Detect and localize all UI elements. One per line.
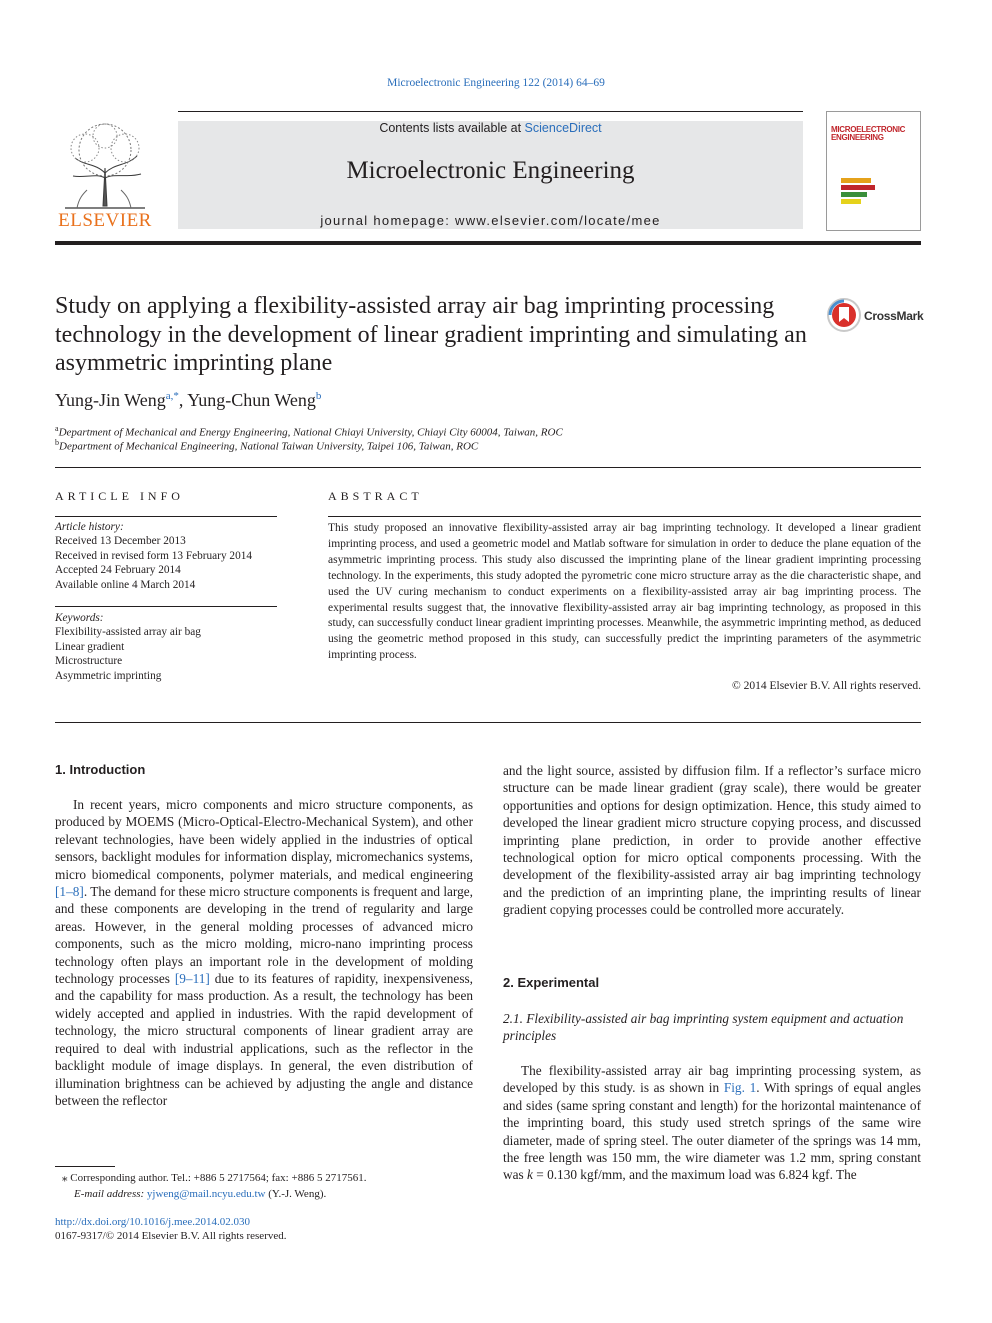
keyword: Microstructure	[55, 655, 123, 668]
corresponding-author-note: ⁎ Corresponding author. Tel.: +886 5 2717564; fax: +886 5 2717561.	[62, 1172, 367, 1184]
abstract-text: This study proposed an innovative flexibility-assisted array air bag imprinting technology. It developed a linear gradient imprinting process, and used a geometric model and Matlab software for simulation in order to deduce the plane equation of the asymmetric imprinting process. This study also discussed the imprinting plane of the linear gradient imprinting processing technology. In the experiments, this study adopted the pyrometric cone micro structure array as the die characteristic shape, and used the UV curing mechanism to conduct experiments on a flexibility-assisted array air bag imprinting process. The experimental results suggest that, the innovative flexibility-assisted array air bag imprinting technology, as proposed in this study, can successfully conduct linear gradient imprinting processes. Meanwhile, the asymmetric imprinting method, as deduced using the geometric method proposed in this study, can successfully predict the imprinting parameters of the asymmetric imprinting process.	[328, 522, 921, 662]
keywords-rule	[55, 606, 277, 607]
keyword: Flexibility-assisted array air bag	[55, 626, 201, 639]
subsection-heading: 2.1. Flexibility-assisted air bag imprinting system equipment and actuation principles	[503, 1011, 904, 1044]
abstract-copyright: © 2014 Elsevier B.V. All rights reserved.	[732, 680, 921, 692]
article-history: Article history: Received 13 December 2013 Received in revised form 13 February 2014 Accepted 24 February 2014 Available online 4 March 2014	[55, 520, 277, 592]
article-info-rule	[55, 516, 277, 517]
section-rule	[55, 722, 921, 723]
keyword: Linear gradient	[55, 640, 125, 653]
section-heading: 2. Experimental	[503, 975, 600, 990]
journal-cover-thumbnail[interactable]	[826, 111, 921, 231]
author-list: Yung-Jin Weng$^{a,*}$, Yung-Chun Weng$^b$	[55, 390, 322, 410]
affiliation: $^b$Department of Mechanical Engineering, National Taiwan University, Taipei 106, Taiwan, ROC	[55, 438, 479, 453]
figure-link[interactable]: Fig. 1	[723, 1080, 757, 1096]
crossmark-label[interactable]: CrossMark	[864, 309, 924, 323]
cover-graphic-bar	[841, 185, 875, 190]
history-entry: Received in revised form 13 February 2014	[55, 549, 253, 562]
abstract-rule	[328, 516, 921, 517]
body-column-left	[55, 796, 473, 1109]
author-affiliation-marker[interactable]: b	[315, 390, 322, 402]
author-name[interactable]: Yung-Chun Weng	[187, 390, 316, 410]
section-heading: 1. Introduction	[55, 762, 146, 777]
email-note: E-mail address: yjweng@mail.ncyu.edu.tw (Y.-J. Weng).	[74, 1188, 327, 1200]
author-affiliation-marker[interactable]: a,*	[165, 390, 179, 402]
issn-copyright: 0167-9317/© 2014 Elsevier B.V. All rights reserved.	[55, 1230, 287, 1242]
cover-graphic-bar	[841, 192, 867, 197]
elsevier-wordmark: ELSEVIER	[58, 210, 152, 231]
citation-link[interactable]: [1–8]	[55, 884, 84, 900]
journal-citation[interactable]: Microelectronic Engineering 122 (2014) 64–69	[387, 77, 605, 89]
keywords: Keywords: Flexibility-assisted array air bag Linear gradient Microstructure Asymmetric imprinting	[55, 611, 277, 683]
cover-graphic-bar	[841, 178, 871, 183]
section-rule	[55, 467, 921, 468]
article-info-heading: ARTICLE INFO	[55, 489, 184, 503]
header-thick-rule	[55, 241, 921, 245]
cover-title: MICROELECTRONIC ENGINEERING	[831, 125, 906, 142]
sciencedirect-link[interactable]: ScienceDirect	[524, 121, 602, 135]
citation-link[interactable]: [9–11]	[174, 971, 210, 987]
abstract-heading: ABSTRACT	[328, 489, 423, 503]
history-entry: Available online 4 March 2014	[55, 578, 196, 591]
keyword: Asymmetric imprinting	[55, 669, 162, 682]
paragraph: The flexibility-assisted array air bag imprinting processing system, as developed by this study. is as shown in Fig. 1. With springs of equal angles and sides (same spring constant and length) for the horizontal maintenance of the imprinting board, this study used stretch springs of the same wire diameter, made of spring steel. The outer diameter of the springs was 14 mm, the free length was 150 mm, the wire diameter was 1.2 mm, spring constant was k = 0.130 kgf/mm, and the maximum load was 6.824 kgf. The	[503, 1063, 921, 1183]
journal-homepage[interactable]: journal homepage: www.elsevier.com/locate/mee	[320, 213, 661, 228]
author-name[interactable]: Yung-Jin Weng	[55, 390, 166, 410]
header-rule	[178, 111, 803, 112]
affiliation: $^a$Department of Mechanical and Energy Engineering, National Chiayi University, Chiayi City 60004, Taiwan, ROC	[55, 424, 563, 439]
body-column-right	[503, 762, 921, 919]
cover-graphic-bar	[841, 199, 861, 204]
paragraph: and the light source, assisted by diffusion film. If a reflector’s surface micro structure can be made linear gradient (gray scale), there would be greater opportunities and options for design optimization. Hence, this study aimed to developed the linear gradient micro structure copying process, and discussed imprinting plane prediction, in order to provide another effective technological option for micro optical components processing. With the development of the flexibility-assisted array air bag imprinting technology and the prediction of an imprinting plane, the imprinting results of linear gradient copying processes could be controlled more accurately.	[503, 763, 921, 918]
footnote-rule	[55, 1166, 115, 1167]
email-link[interactable]: yjweng@mail.ncyu.edu.tw	[146, 1188, 266, 1200]
journal-name: Microelectronic Engineering	[346, 157, 635, 184]
paragraph: In recent years, micro components and micro structure components, as produced by MOEMS (Micro-Optical-Electro-Mechanical System), and other relevant technologies, have been widely applied in the industries of optical sensors, backlight modules for information display, micromechanics systems, micro biomedical components, polymer materials, and medical engineering [1–8]. The demand for these micro structure components is frequent and large, and these components are developing in the trend of regularity and large areas. However, in the general molding processes of advanced micro components, such as the micro molding, micro-nano imprinting process technology often plays an important role in the development of molding technology processes [9–11] due to its features of rapidity, inexpensiveness, and the capability for mass production. As a result, the technology has been widely accepted and applied in industries. With the rapid development of technology, the micro structural components of linear gradient array are required to deal with industrial applications, such as the reflector in the backlight module of image displays. In general, the even distribution of illumination brightness can be achieved by adjusting the angle and distance between the reflector	[55, 797, 473, 1108]
history-entry: Received 13 December 2013	[55, 535, 186, 548]
doi-link[interactable]: http://dx.doi.org/10.1016/j.mee.2014.02.030	[55, 1216, 251, 1228]
contents-lists-line: Contents lists available at ScienceDirect	[379, 121, 602, 135]
article-title: Study on applying a flexibility-assisted array air bag imprinting processing technology in the development of linear gradient imprinting and simulating an asymmetric imprinting plane	[55, 293, 807, 376]
body-column-right-continued	[503, 1062, 921, 1184]
history-entry: Accepted 24 February 2014	[55, 564, 181, 577]
